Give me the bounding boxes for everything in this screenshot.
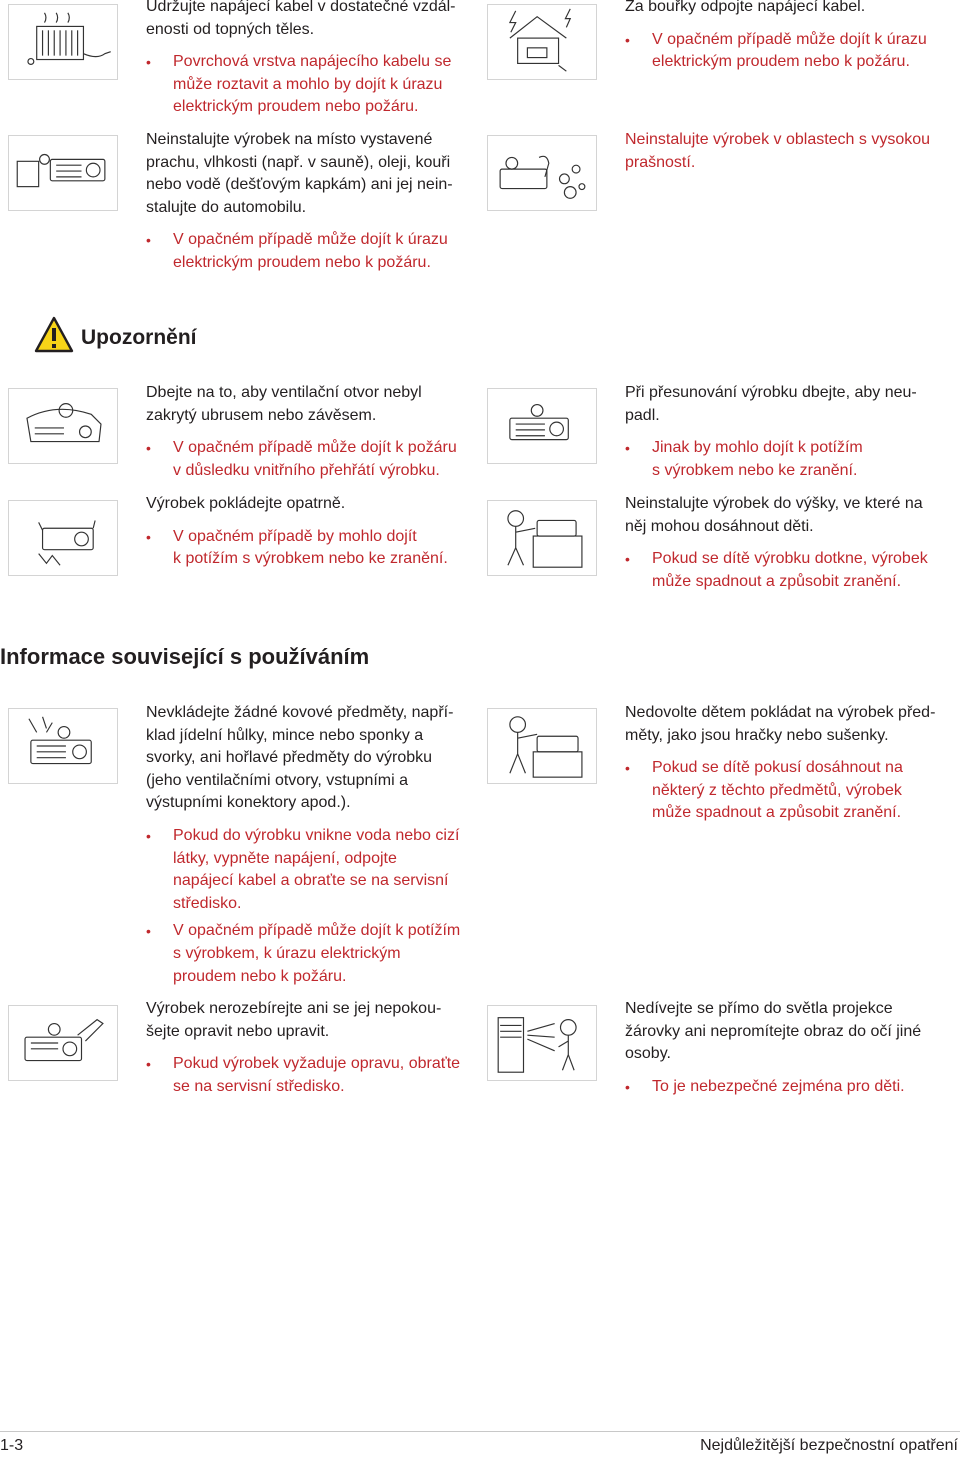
hracky-text [625, 702, 955, 825]
bullet-line: napájecí kabel a obraťte se na servisní [173, 872, 449, 890]
bullet-line: s výrobkem nebo ke zranění. [652, 461, 858, 479]
kov-text [146, 702, 476, 988]
text-line: Udržujte napájecí kabel v dostatečné vzdál- [146, 0, 456, 15]
bullet-line: středisko. [173, 894, 242, 912]
bullet-line: Pokud se dítě pokusí dosáhnout na [652, 759, 903, 777]
section-heading: Informace související s používáním [0, 644, 370, 669]
bullet-line: může roztavit a mohlo by dojít k úrazu [173, 75, 443, 93]
text-line: klad jídelní hůlky, mince nebo sponky a [146, 726, 424, 744]
child-toys-illustration [487, 708, 597, 784]
warning-triangle-icon [34, 316, 74, 354]
ventilation-cloth-illustration [8, 388, 118, 464]
bullet-line: To je nebezpečné zejména pro děti. [652, 1077, 905, 1095]
text-line: osoby. [625, 1045, 671, 1063]
careful-placement-illustration [8, 500, 118, 576]
child-reach-illustration [487, 500, 597, 576]
page-number: 1-3 [0, 1437, 24, 1454]
text-line: něj mohou dosáhnout děti. [625, 517, 814, 535]
bourka-text [625, 0, 955, 74]
text-line: Neinstalujte výrobek do výšky, ve které na [625, 495, 923, 512]
text-line: šejte opravit nebo upravit. [146, 1022, 330, 1040]
bullet-line: Povrchová vrstva napájecího kabelu se [173, 53, 452, 71]
kabel-text [146, 0, 476, 119]
footer-divider [0, 1431, 960, 1432]
text-line: Za bouřky odpojte napájecí kabel. [625, 0, 866, 15]
text-line: (jeho ventilačními otvory, vstupními a [146, 771, 409, 789]
text-line: enosti od topných těles. [146, 20, 315, 38]
footer-section-title: Nejdůležitější bezpečnostní opatření [700, 1437, 958, 1454]
bullet-line: Pokud do výrobku vnikne voda nebo cizí [173, 826, 460, 844]
dusty-area-illustration [487, 135, 597, 211]
text-line: výstupními konektory apod.). [146, 794, 351, 812]
bullet-line: V opačném případě může dojít k úrazu [173, 231, 448, 249]
moving-product-illustration [487, 388, 597, 464]
disassemble-illustration [8, 1005, 118, 1081]
bullet-line: V opačném případě může dojít k potížím [173, 922, 461, 940]
bullet-line: v důsledku vnitřního přehřátí výrobku. [173, 461, 440, 479]
bullet-line: elektrickým proudem nebo požáru. [173, 98, 419, 116]
text-line: Výrobek pokládejte opatrně. [146, 495, 346, 512]
bullet-line: proudem nebo k požáru. [173, 967, 347, 985]
presun-text [625, 382, 955, 482]
prasnost-text [625, 129, 955, 174]
bullet-line: Pokud výrobek vyžaduje opravu, obraťte [173, 1055, 461, 1073]
bullet-line: elektrickým proudem nebo k požáru. [652, 53, 910, 71]
bullet-line: se na servisní středisko. [173, 1077, 345, 1095]
bullet-line: Jinak by mohlo dojít k potížím [652, 439, 863, 457]
text-line: Výrobek nerozebírejte ani se jej nepokou- [146, 1000, 442, 1017]
text-line: Nevkládejte žádné kovové předměty, napří- [146, 704, 454, 721]
text-line: padl. [625, 406, 660, 424]
bullet-line: V opačném případě by mohlo dojít [173, 527, 417, 545]
bullet-line: elektrickým proudem nebo k požáru. [173, 253, 431, 271]
text-line: Při přesunování výrobku dbejte, aby neu- [625, 384, 917, 401]
heater-cable-illustration [8, 4, 118, 80]
metal-objects-illustration [8, 708, 118, 784]
text-line: Nedívejte se přímo do světla projekce [625, 1000, 893, 1017]
text-line: Neinstalujte výrobek na místo vystavené [146, 131, 433, 148]
bullet-line: látky, vypněte napájení, odpojte [173, 849, 397, 867]
ventilace-text [146, 382, 476, 482]
caution-title: Upozornění [81, 326, 197, 349]
bullet-line: některý z těchto předmětů, výrobek [652, 781, 902, 799]
text-line: prachu, vlhkosti (např. v sauně), oleji, kouři [146, 153, 451, 171]
text-line: Nedovolte dětem pokládat na výrobek před- [625, 704, 936, 721]
text-line: stalujte do automobilu. [146, 198, 307, 216]
bullet-line: může spadnout a způsobit zranění. [652, 572, 902, 590]
projection-light-illustration [487, 1005, 597, 1081]
lightning-house-illustration [487, 4, 597, 80]
opatrne-text [146, 493, 476, 571]
text-line: zakrytý ubrusem nebo závěsem. [146, 406, 377, 424]
text-line: svorky, ani hořlavé předměty do výrobku [146, 749, 433, 767]
bullet-line: k potížím s výrobkem nebo ke zranění. [173, 550, 448, 568]
deti-vyska-text [625, 493, 955, 593]
text-line: nebo vodě (dešťovým kapkám) ani jej nein- [146, 176, 453, 194]
text-line: Neinstalujte výrobek v oblastech s vysokou [625, 131, 931, 148]
text-line: žárovky ani nepromítejte obraz do očí jiné [625, 1022, 922, 1040]
text-line: měty, jako jsou hračky nebo sušenky. [625, 726, 889, 744]
prach-text [146, 129, 476, 275]
bullet-line: Pokud se dítě výrobku dotkne, výrobek [652, 550, 928, 568]
svetlo-text [625, 998, 955, 1098]
bullet-line: V opačném případě může dojít k požáru [173, 439, 457, 457]
text-line: Dbejte na to, aby ventilační otvor nebyl [146, 384, 422, 401]
bullet-line: s výrobkem, k úrazu elektrickým [173, 944, 401, 962]
bullet-line: může spadnout a způsobit zranění. [652, 804, 902, 822]
text-line: prašností. [625, 153, 696, 171]
bullet-line: V opačném případě může dojít k úrazu [652, 30, 927, 48]
dust-car-illustration [8, 135, 118, 211]
oprava-text [146, 998, 476, 1098]
